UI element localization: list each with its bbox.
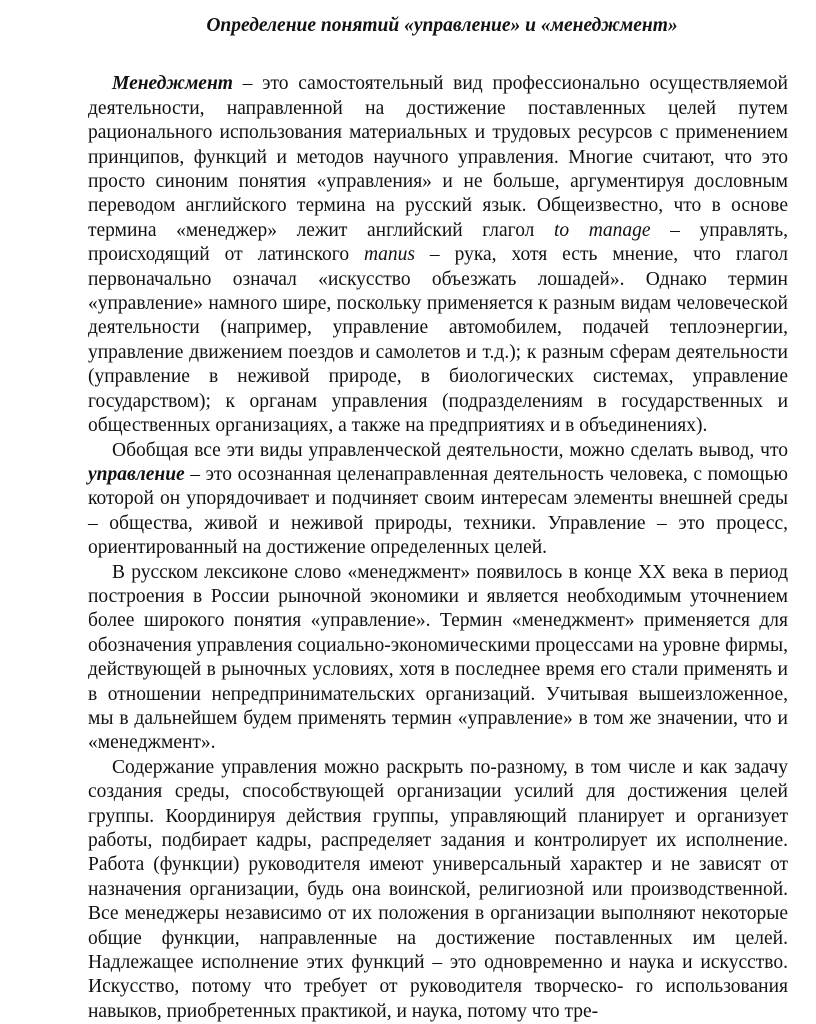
paragraph-content: Содержание управления можно раскрыть по-разному, в том числе и как задачу создания среды, способствующей организации усилий для достижения целей группы. Координируя действия группы, управляющий планирует и организует работы, подбирает кадры, распределяет задания и контролирует их исполнение. Работа (функции) руководителя имеют универсальный характер и не зависят от назначения организации, будь она воинской, религиозной или производственной. Все менеджеры независимо от их положения в организации выполняют некоторые общие функции, направленные на достижение поставленных им целей. Надлежащее исполнение этих функций – это одновременно и наука и искусство. Искусство, потому что требует от руководителя творческо- го использования навыков, приобретенных практикой, и наука, потому что тре- [88,756,788,1022]
term-control: управление [88,463,185,485]
paragraph-text: Обобщая все эти виды управленческой деятельности, можно сделать вывод, что [112,439,788,461]
term-to-manage: to manage [554,219,651,241]
page-title: Определение понятий «управление» и «менеджмент» [206,15,678,36]
paragraph-lexicon: В русском лексиконе слово «менеджмент» появилось в конце XX века в период построения в России рыночной экономики и является необходимым уточнением более широкого понятия «управление». Термин «менеджмент» применяется для обозначения управления социально-экономическими процессами на уровне фирмы, действующей в рыночных условиях, хотя в последнее время его стали применять и в отношении непредпринимательских организаций. Учитывая вышеизложенное, мы в дальнейшем будем применять термин «управление» в том же значении, что и «менеджмент». [88,561,788,754]
paragraph-text: – рука, хотя есть мнение, что глагол первоначально означал «искусство объезжать лошадей». Однако термин «управление» намного шире, поскольку применяется к разным видам человеческой деятельности (например, управление автомобилем, подачей теплоэнергии, управление движением поездов и самолетов и т.д.); к разным сферам деятельности (управление в неживой природе, в биологических системах, управление государством); к органам управления (подразделениям в государственных и общественных организациях, а также на предприятиях и в объединениях). [88,244,788,437]
term-manus: manus [364,244,415,266]
paragraph-control-definition [88,439,788,561]
paragraph-management-definition [88,72,788,438]
term-management: Менеджмент [112,73,233,95]
paragraph-text: – это самостоятельный вид профессионально осуществляемой деятельности, направленной на достижение поставленных целей путем рационального использования материальных и трудовых ресурсов с применением принципов, функций и методов научного управления. Многие считают, что это просто синоним понятия «управления» и не больше, аргументируя дословным переводом английского термина на русский язык. Общеизвестно, что в основе термина «менеджер» лежит английский глагол [88,73,788,241]
document-page [88,14,788,1024]
paragraph-text: – управлять, происходящий от латинского [88,219,789,266]
paragraph-text: – это осознанная целенаправленная деятельность человека, с помощью которой он упорядочивает и подчиняет своим интересам элементы внешней среды – общества, живой и неживой природы, техники. Управление – это процесс, ориентированный на достижение определенных целей. [88,463,788,559]
